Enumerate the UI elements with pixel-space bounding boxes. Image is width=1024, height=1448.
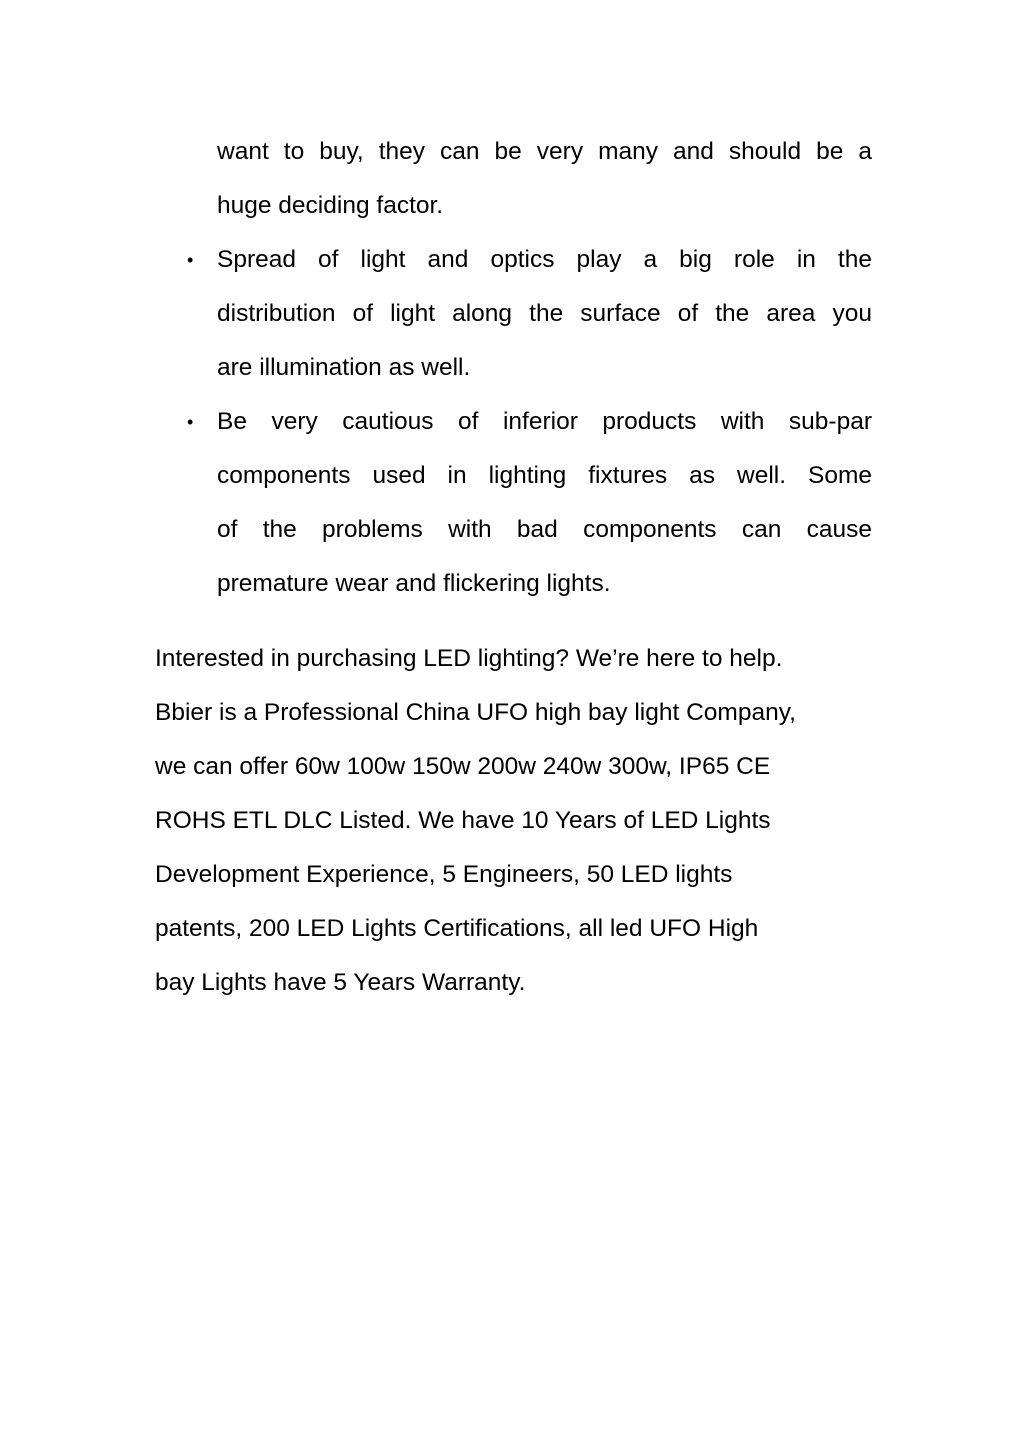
text-line	[187, 233, 872, 287]
paragraph-line: Development Experience, 5 Engineers, 50 LED lights	[155, 861, 733, 888]
bullet-icon: •	[187, 412, 194, 432]
paragraph-line: Bbier is a Professional China UFO high bay light Company,	[155, 699, 796, 726]
list-item-deciding-factor-continued	[217, 125, 872, 233]
paragraph-line: Interested in purchasing LED lighting? We’re here to help.	[155, 645, 783, 672]
text-line: of the problems with bad components can cause	[217, 516, 872, 543]
paragraph-line: ROHS ETL DLC Listed. We have 10 Years of LED Lights	[155, 807, 771, 834]
text-line: components used in lighting fixtures as well. Some	[217, 462, 872, 489]
text-line: distribution of light along the surface of the area you	[217, 300, 872, 327]
bullet-icon: •	[187, 250, 194, 270]
text-line-content: Spread of light and optics play a big role in the	[217, 246, 872, 273]
paragraph-line: patents, 200 LED Lights Certifications, all led UFO High	[155, 915, 759, 942]
text-line: want to buy, they can be very many and should be a	[217, 138, 872, 165]
paragraph-line: bay Lights have 5 Years Warranty.	[155, 969, 526, 996]
bullet-list	[187, 125, 872, 611]
paragraph-line: we can offer 60w 100w 150w 200w 240w 300w, IP65 CE	[155, 753, 771, 780]
closing-paragraph	[155, 632, 895, 1010]
list-item-spread-of-light	[187, 233, 872, 395]
text-line: premature wear and flickering lights.	[217, 570, 611, 597]
text-line	[187, 395, 872, 449]
text-line: are illumination as well.	[217, 354, 471, 381]
text-line-content: Be very cautious of inferior products with sub-par	[217, 408, 872, 435]
text-line: huge deciding factor.	[217, 192, 444, 219]
list-item-inferior-products	[187, 395, 872, 611]
